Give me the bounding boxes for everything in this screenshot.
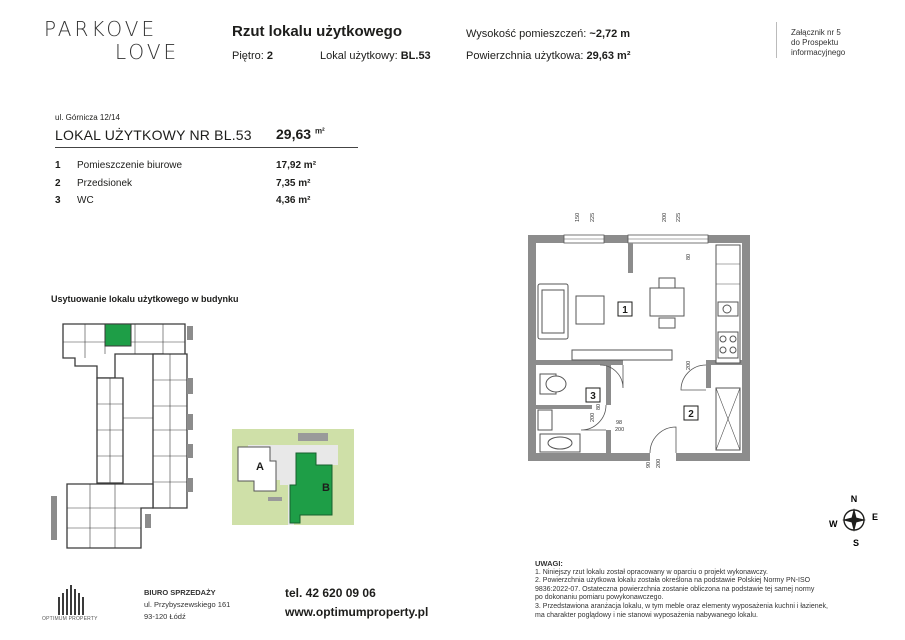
building-a-label: A	[256, 461, 264, 473]
height-info	[466, 28, 630, 40]
summary-rule	[55, 147, 358, 148]
annex-line1: Załącznik nr 5	[791, 28, 841, 37]
room-3-label: 3	[590, 391, 596, 402]
room-name: Pomieszczenie biurowe	[77, 160, 183, 171]
window1-height: 225	[590, 212, 596, 222]
parkove-love-logo	[44, 18, 179, 64]
location-title: Usytuowanie lokalu użytkowego w budynku	[51, 294, 239, 304]
room-number: 2	[55, 178, 61, 189]
logo-line1: PARKOVE	[44, 17, 158, 41]
door3-height: 200	[656, 458, 662, 468]
door3-width: 90	[646, 461, 652, 468]
floor-label: Piętro:	[232, 50, 264, 62]
window1-width: 150	[575, 212, 581, 222]
website-link[interactable]: www.optimumproperty.pl	[285, 605, 429, 619]
unit-area-unit: m²	[314, 126, 325, 136]
annex-line3: informacyjnego	[791, 48, 846, 57]
compass-south: S	[852, 538, 860, 548]
note-line: 1. Niniejszy rzut lokalu został opracowany w oparciu o projekt wykonawczy.	[535, 568, 768, 576]
area-value: 29,63 m²	[586, 50, 631, 62]
room-2-label: 2	[688, 409, 694, 420]
highlighted-unit	[105, 324, 131, 346]
area-info	[466, 50, 630, 62]
door4-height: 200	[615, 427, 625, 433]
door1-width: 80	[686, 253, 692, 260]
annex-note	[791, 28, 845, 58]
room-area: 4,36 m²	[276, 195, 311, 206]
unit-area-value: 29,63	[276, 126, 312, 142]
optimum-property-logo	[56, 585, 88, 615]
height-label: Wysokość pomieszczeń:	[466, 28, 587, 40]
compass-icon	[823, 492, 885, 548]
room-name: WC	[77, 195, 94, 206]
notes	[535, 560, 885, 620]
unit-label: Lokal użytkowy:	[320, 50, 398, 62]
floor-plan	[520, 200, 760, 475]
site-plan	[228, 425, 358, 530]
room-number: 3	[55, 195, 61, 206]
door4-width: 98	[616, 420, 623, 426]
window2-height: 225	[676, 212, 682, 222]
building-key-plan	[45, 318, 205, 553]
room-number: 1	[55, 160, 61, 171]
annex-line2: do Prospektu	[791, 38, 839, 47]
room-name: Przedsionek	[77, 178, 133, 189]
floor-value: 2	[266, 50, 273, 62]
door2-width: 80	[596, 403, 602, 410]
note-line: ma charakter poglądowy i nie stanowi wyposażenia nabywanego lokalu.	[535, 611, 758, 619]
room-row	[55, 178, 355, 192]
note-line: po dokonaniu pomiaru powykonawczego.	[535, 594, 664, 602]
unit-address: ul. Górnicza 12/14	[55, 113, 120, 122]
sales-title: BIURO SPRZEDAŻY	[144, 588, 216, 597]
room-row	[55, 195, 355, 209]
header-divider	[776, 22, 777, 58]
phone-number[interactable]: tel. 42 620 09 06	[285, 586, 376, 600]
room-1-label: 1	[622, 305, 628, 316]
logo-line2: LOVE	[115, 40, 180, 64]
compass-west: W	[829, 519, 838, 529]
compass-north: N	[850, 494, 858, 504]
unit-title: LOKAL UŻYTKOWY NR BL.53	[55, 127, 252, 143]
room-area: 7,35 m²	[276, 178, 311, 189]
page-title: Rzut lokalu użytkowego	[232, 23, 403, 40]
note-line: 9836:2022-07. Ostateczna powierzchnia zostanie obliczona na podstawie tej samej normy	[535, 585, 815, 593]
building-b-label: B	[322, 482, 330, 494]
note-line: 3. Przedstawiona aranżacja lokalu, w tym meble oraz elementy wyposażenia kuchni i łazienek,	[535, 602, 828, 610]
height-value: ~2,72 m	[589, 28, 631, 40]
notes-title: UWAGI:	[535, 559, 563, 568]
sales-city: 93-120 Łódź	[144, 612, 186, 621]
window2-width: 200	[662, 212, 668, 222]
room-area: 17,92 m²	[276, 160, 317, 171]
room-row	[55, 160, 355, 174]
compass-east: E	[872, 512, 879, 522]
sales-street: ul. Przybyszewskiego 161	[144, 600, 231, 609]
unit-info	[320, 50, 431, 62]
door2-height: 200	[590, 412, 596, 422]
floor-info	[232, 50, 273, 62]
unit-area	[276, 126, 325, 142]
door1-height: 200	[686, 360, 692, 370]
area-label: Powierzchnia użytkowa:	[466, 50, 584, 62]
note-line: 2. Powierzchnia użytkowa lokalu została określona na podstawie Polskiej Normy PN-ISO	[535, 577, 811, 585]
sales-office	[144, 587, 230, 623]
unit-value: BL.53	[400, 50, 431, 62]
company-name: OPTIMUM PROPERTY	[42, 616, 98, 622]
